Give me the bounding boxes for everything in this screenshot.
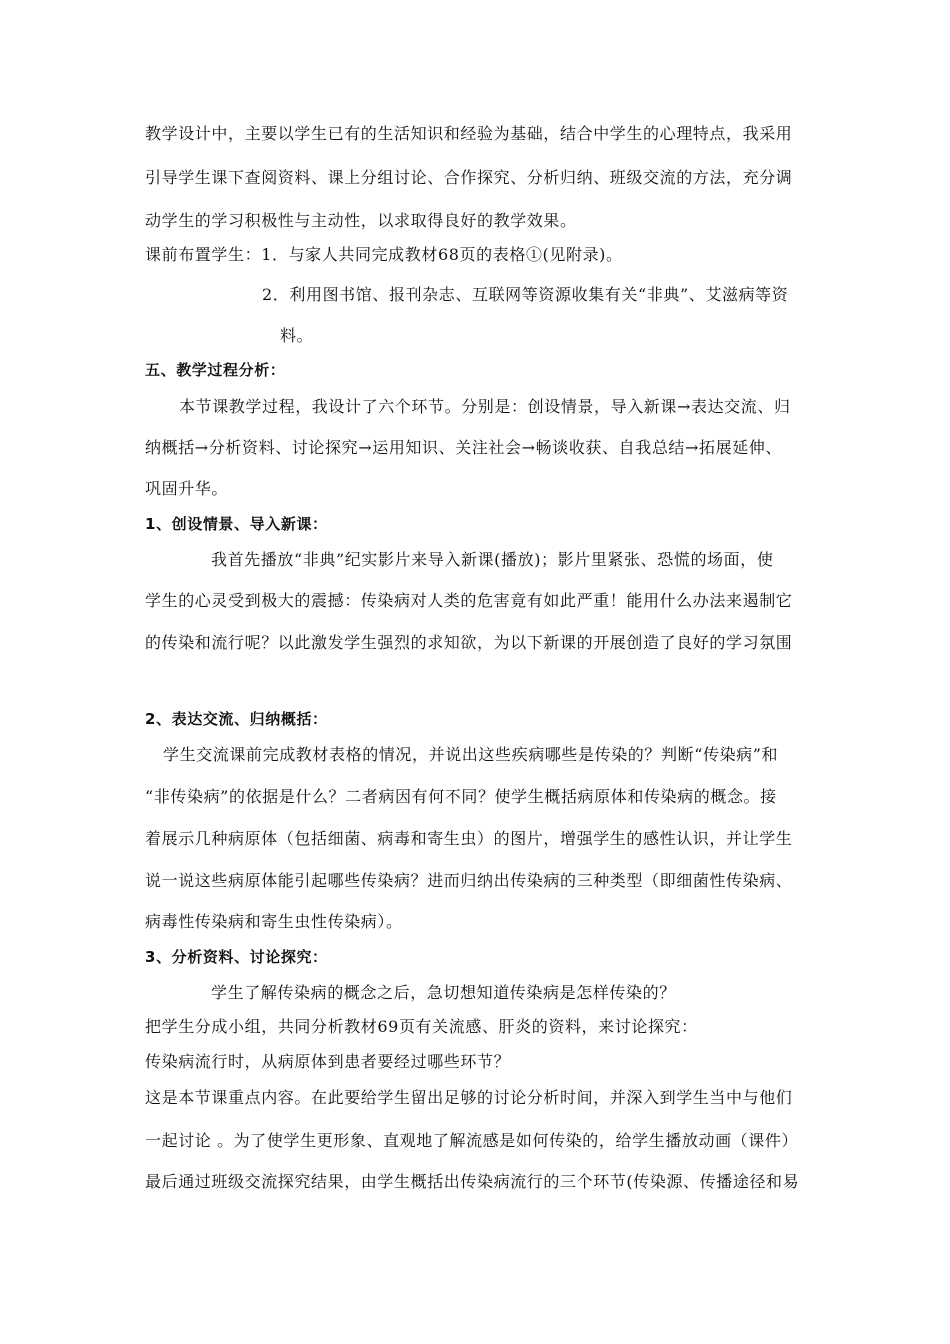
s2-line-3: 着展示几种病原体（包括细菌、病毒和寄生虫）的图片，增强学生的感性认识，并让学生 (145, 829, 793, 848)
s1-line-1: 我首先播放“非典”纪实影片来导入新课(播放)；影片里紧张、恐慌的场面，使 (211, 550, 774, 569)
s1-line-2: 学生的心灵受到极大的震撼：传染病对人类的危害竟有如此严重！能用什么办法来遏制它 (145, 591, 793, 610)
prep-line-1: 课前布置学生：1．与家人共同完成教材68页的表格①(见附录)。 (145, 245, 623, 264)
s1-line-3: 的传染和流行呢？以此激发学生强烈的求知欲，为以下新课的开展创造了良好的学习氛围 (145, 633, 793, 652)
s3-heading: 3、分析资料、讨论探究： (145, 948, 328, 966)
s2-line-1: 学生交流课前完成教材表格的情况，并说出这些疾病哪些是传染的？判断“传染病”和 (163, 745, 779, 764)
s2-line-4: 说一说这些病原体能引起哪些传染病？进而归纳出传染病的三种类型（即细菌性传染病、 (145, 871, 793, 890)
s3-line-6: 最后通过班级交流探究结果，由学生概括出传染病流行的三个环节(传染源、传播途径和易 (145, 1172, 800, 1191)
section5-heading: 五、教学过程分析： (145, 361, 286, 379)
s2-line-2: “非传染病”的依据是什么？二者病因有何不同？使学生概括病原体和传染病的概念。接 (145, 787, 777, 806)
s3-line-4: 这是本节课重点内容。在此要给学生留出足够的讨论分析时间，并深入到学生当中与他们 (145, 1088, 793, 1107)
section5-line-2: 纳概括→分析资料、讨论探究→运用知识、关注社会→畅谈收获、自我总结→拓展延伸、 (145, 438, 783, 457)
section5-line-1: 本节课教学过程，我设计了六个环节。分别是：创设情景，导入新课→表达交流、归 (179, 397, 791, 416)
prep-line-2: 2．利用图书馆、报刊杂志、互联网等资源收集有关“非典”、艾滋病等资 (262, 285, 789, 304)
s2-line-5: 病毒性传染病和寄生虫性传染病）。 (145, 912, 403, 931)
s3-line-5: 一起讨论 。为了使学生更形象、直观地了解流感是如何传染的，给学生播放动画（课件） (145, 1131, 799, 1150)
s1-heading: 1、创设情景、导入新课： (145, 515, 328, 533)
section5-line-3: 巩固升华。 (145, 479, 229, 498)
s3-line-3: 传染病流行时，从病原体到患者要经过哪些环节？ (145, 1052, 511, 1071)
intro-line-3: 动学生的学习积极性与主动性，以求取得良好的教学效果。 (145, 211, 577, 230)
intro-line-2: 引导学生课下查阅资料、课上分组讨论、合作探究、分析归纳、班级交流的方法，充分调 (145, 168, 793, 187)
intro-line-1: 教学设计中，主要以学生已有的生活知识和经验为基础，结合中学生的心理特点，我采用 (145, 124, 793, 143)
s3-line-2: 把学生分成小组，共同分析教材69页有关流感、肝炎的资料，来讨论探究： (145, 1017, 698, 1036)
s2-heading: 2、表达交流、归纳概括： (145, 710, 328, 728)
prep-line-3: 料。 (280, 326, 314, 345)
s3-line-1: 学生了解传染病的概念之后，急切想知道传染病是怎样传染的？ (211, 983, 676, 1002)
